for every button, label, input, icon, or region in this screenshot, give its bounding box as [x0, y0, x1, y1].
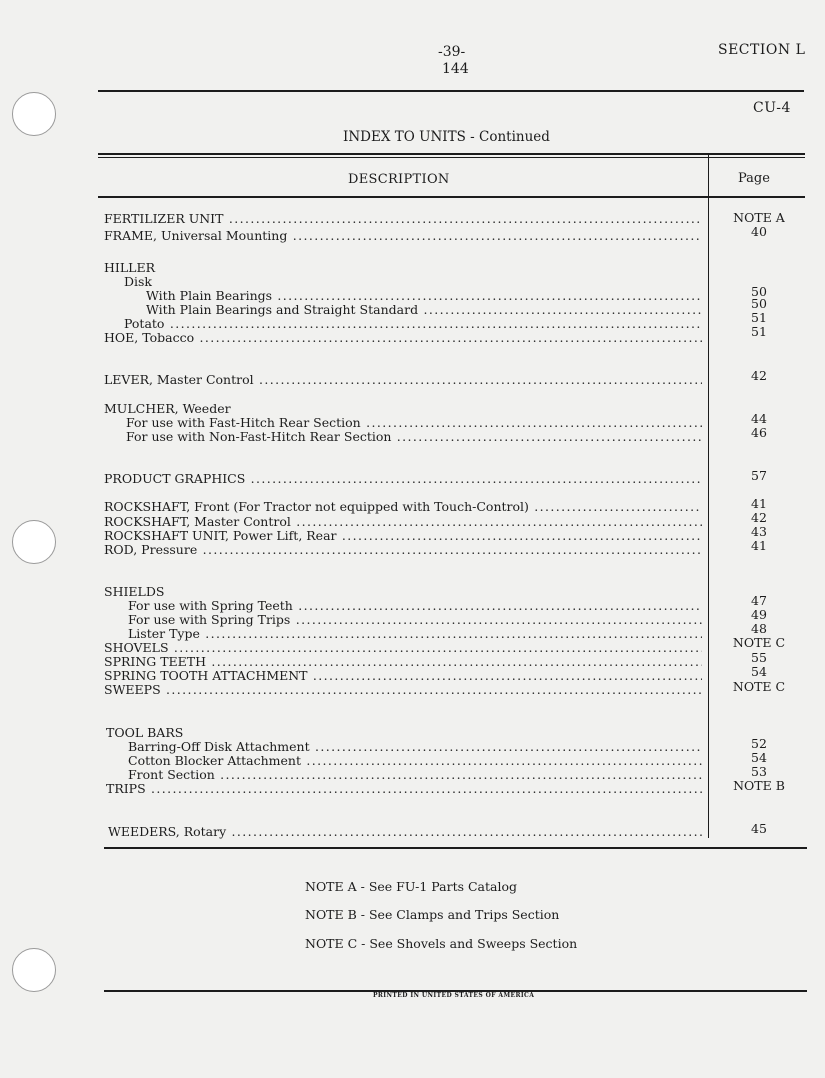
index-row	[104, 289, 702, 303]
index-entry-page: 50	[751, 296, 767, 311]
index-entry-label: With Plain Bearings and Straight Standard .....	[146, 303, 702, 317]
index-entry-label: Barring-Off Disk Attachment .....	[128, 740, 702, 754]
index-row	[104, 641, 702, 655]
index-entry-label: ROCKSHAFT, Master Control .....	[104, 515, 702, 529]
index-entry-page: 43	[751, 524, 767, 539]
note-b: NOTE B - See Clamps and Trips Section	[305, 907, 560, 922]
column-header-page: Page	[738, 171, 770, 186]
note-a: NOTE A - See FU-1 Parts Catalog	[305, 879, 517, 894]
index-entry-page: 49	[751, 607, 767, 622]
table-top-rule-thin	[98, 157, 805, 158]
index-entry-label: ROCKSHAFT, Front (For Tractor not equipped with Touch-Control) .....	[104, 500, 702, 514]
index-row	[104, 585, 702, 599]
index-entry-page: 42	[751, 510, 767, 525]
binder-hole-bottom	[12, 948, 56, 992]
index-entry-page: 57	[751, 468, 767, 483]
index-row	[104, 726, 702, 740]
index-entry-label: Potato .....	[124, 317, 702, 331]
index-entry-label: For use with Spring Teeth .....	[128, 599, 702, 613]
index-entry-page: 51	[751, 310, 767, 325]
index-entry-page: 44	[751, 411, 767, 426]
index-entry-page: 40	[751, 224, 767, 239]
index-row	[104, 331, 702, 345]
column-header-description: DESCRIPTION	[348, 172, 450, 187]
index-row	[104, 373, 702, 387]
table-header-rule	[98, 196, 805, 198]
index-entry-label: FERTILIZER UNIT .....	[104, 212, 702, 226]
page-number-alt: 144	[442, 61, 469, 77]
index-entry-page: NOTE C	[732, 679, 786, 694]
index-row	[104, 515, 702, 529]
note-c: NOTE C - See Shovels and Sweeps Section	[305, 936, 578, 951]
index-row	[104, 543, 702, 557]
index-row	[104, 599, 702, 613]
index-entry-label: Cotton Blocker Attachment .....	[128, 754, 702, 768]
table-bottom-rule	[104, 847, 807, 849]
index-entry-label: SPRING TEETH .....	[104, 655, 702, 669]
index-entry-label: For use with Spring Trips .....	[128, 613, 702, 627]
index-row	[104, 655, 702, 669]
page-title: INDEX TO UNITS - Continued	[343, 129, 550, 145]
index-entry-page: 41	[751, 538, 767, 553]
index-entry-label: With Plain Bearings .....	[146, 289, 702, 303]
printed-in-line: PRINTED IN UNITED STATES OF AMERICA	[373, 992, 535, 999]
index-entry-page: 45	[751, 821, 767, 836]
index-row	[104, 683, 702, 697]
index-entry-label: PRODUCT GRAPHICS .....	[104, 472, 702, 486]
column-divider	[708, 155, 709, 838]
index-entry-label: HILLER	[104, 261, 155, 275]
index-entry-page: 50	[751, 284, 767, 299]
index-row	[104, 825, 702, 839]
index-row	[104, 500, 702, 514]
index-entry-page: 53	[751, 764, 767, 779]
index-row	[104, 529, 702, 543]
index-entry-page: 51	[751, 324, 767, 339]
index-entry-page: 42	[751, 368, 767, 383]
index-entry-label: SHIELDS	[104, 585, 165, 599]
index-entry-label: TOOL BARS	[106, 726, 184, 740]
index-row	[104, 740, 702, 754]
binder-hole-middle	[12, 520, 56, 564]
index-entry-page: 54	[751, 750, 767, 765]
index-entry-label: ROD, Pressure .....	[104, 543, 702, 557]
index-row	[104, 317, 702, 331]
index-entry-label: TRIPS .....	[106, 782, 702, 796]
index-row	[104, 303, 702, 317]
index-entry-page: 48	[751, 621, 767, 636]
index-entry-label: SWEEPS .....	[104, 683, 702, 697]
index-row	[104, 212, 702, 226]
header-rule	[98, 90, 804, 92]
index-entry-label: MULCHER, Weeder	[104, 402, 231, 416]
index-row	[104, 229, 702, 243]
index-entry-label: For use with Fast-Hitch Rear Section .....	[126, 416, 702, 430]
section-label: SECTION L	[718, 42, 806, 58]
index-entry-page: 46	[751, 425, 767, 440]
index-entry-label: Disk	[124, 275, 153, 289]
index-entry-page: 41	[751, 496, 767, 511]
index-entry-label: HOE, Tobacco .....	[104, 331, 702, 345]
index-row	[104, 275, 702, 289]
index-entry-label: For use with Non-Fast-Hitch Rear Section .....	[126, 430, 702, 444]
index-row	[104, 669, 702, 683]
catalog-code: CU-4	[753, 100, 791, 116]
index-row	[104, 261, 702, 275]
index-entry-label: Front Section .....	[128, 768, 702, 782]
index-entry-label: ROCKSHAFT UNIT, Power Lift, Rear .....	[104, 529, 702, 543]
index-entry-page: NOTE C	[732, 635, 786, 650]
index-entry-label: LEVER, Master Control .....	[104, 373, 702, 387]
index-entry-label: SHOVELS .....	[104, 641, 702, 655]
index-entry-label: Lister Type .....	[128, 627, 702, 641]
index-row	[104, 472, 702, 486]
index-row	[104, 627, 702, 641]
index-entry-page: NOTE A	[733, 210, 785, 225]
index-row	[104, 430, 702, 444]
index-row	[104, 768, 702, 782]
index-row	[104, 402, 702, 416]
index-entry-page: NOTE B	[733, 778, 785, 793]
index-row	[104, 754, 702, 768]
index-entry-page: 47	[751, 593, 767, 608]
index-row	[104, 782, 702, 796]
index-entry-page: 54	[751, 664, 767, 679]
index-entry-label: SPRING TOOTH ATTACHMENT .....	[104, 669, 702, 683]
index-row	[104, 613, 702, 627]
index-entry-page: 55	[751, 650, 767, 665]
index-entry-label: WEEDERS, Rotary .....	[108, 825, 702, 839]
binder-hole-top	[12, 92, 56, 136]
page-number: -39-	[438, 44, 466, 60]
index-entry-label: FRAME, Universal Mounting .....	[104, 229, 702, 243]
table-top-rule	[98, 153, 805, 155]
index-row	[104, 416, 702, 430]
index-entry-page: 52	[751, 736, 767, 751]
